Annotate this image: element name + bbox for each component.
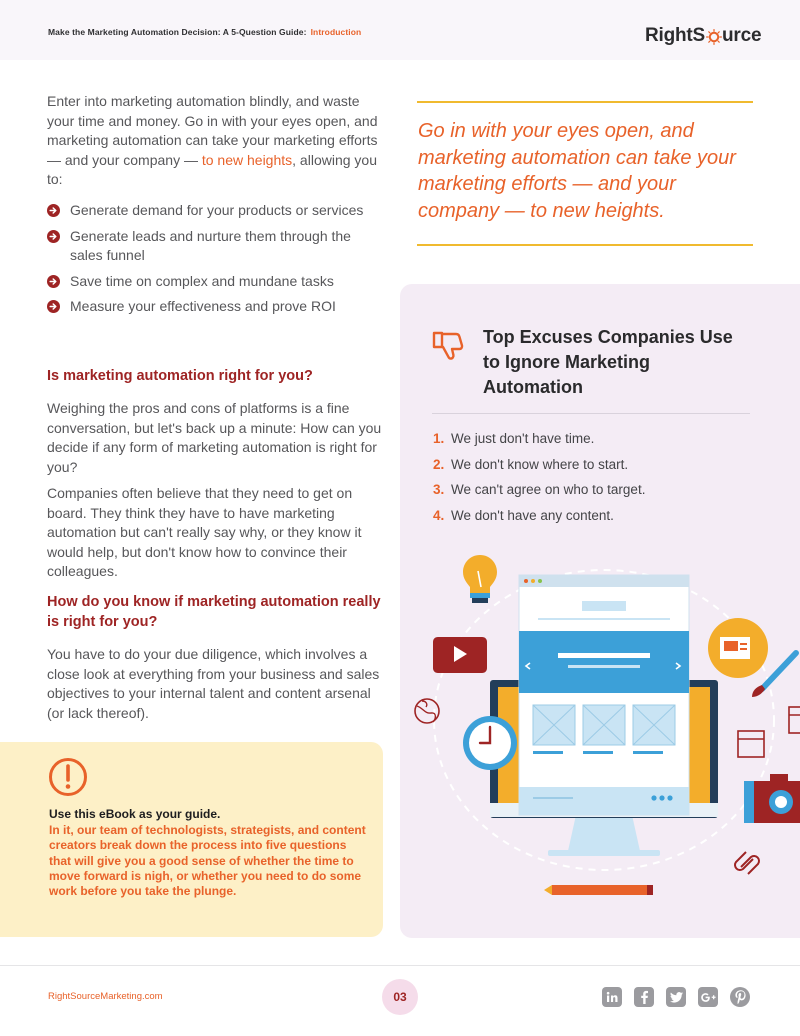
guide-text: In it, our team of technologists, strategists, and content creators break down the process into five questions that will give you a good sense of whether the time to move forward is nigh, or whether you need to do some work before you take the plunge. (49, 823, 366, 899)
list-item-text: We don't know where to start. (451, 456, 629, 472)
excuses-divider (432, 413, 750, 414)
page-number: 03 (382, 979, 418, 1015)
intro-tail: , allowing you to: (47, 151, 377, 188)
excuses-list (433, 426, 645, 528)
list-item-text: Generate leads and nurture them through the sales funnel (70, 227, 351, 264)
list-item (433, 426, 645, 452)
list-number: 2. (433, 456, 445, 472)
list-item-text: We don't have any content. (451, 507, 614, 523)
list-number: 4. (433, 507, 445, 523)
list-item (47, 272, 383, 292)
pull-quote: Go in with your eyes open, and marketing automation can take your marketing efforts — and your company — to new heights. (418, 120, 736, 222)
body-paragraph: You have to do your due diligence, which involves a close look at everything from your business and sales objectives to your internal talent and content arsenal (or lack thereof). (47, 646, 380, 721)
body-paragraph: Companies often believe that they need to get on board. They think they have to have marketing automation but can't really say why, or they know it would help, but don't know how to convince their colleagues. (47, 485, 362, 580)
marketing-illustration (408, 545, 800, 905)
section-heading: Is marketing automation right for you? (47, 368, 313, 384)
list-item-text: Generate demand for your products or services (70, 202, 364, 218)
list-item (433, 503, 645, 529)
logo-text-start: RightS (645, 25, 706, 46)
alert-icon (48, 757, 88, 797)
doc-title (48, 27, 361, 37)
intro-text: Enter into marketing automation blindly, and waste your time and money. Go in with your eyes open, and marketing automation can take your marketing efforts — and your company — (47, 93, 378, 168)
list-item (47, 201, 383, 221)
list-item-text: Measure your effectiveness and prove ROI (70, 298, 336, 315)
website-link[interactable]: RightSourceMarketing.com (48, 991, 163, 1002)
facebook-icon[interactable] (634, 987, 654, 1007)
social-links (602, 987, 750, 1007)
footer-divider (0, 965, 800, 966)
arrow-circle-icon (47, 275, 60, 288)
benefits-list (47, 201, 383, 323)
list-item-text: We just don't have time. (451, 431, 595, 446)
body-paragraph: Weighing the pros and cons of platforms is a fine conversation, but let's back up a minute: How can you decide if any form of marketing automation is right for you? (47, 400, 382, 475)
list-item-text: We can't agree on who to target. (451, 482, 646, 497)
quote-divider (417, 101, 753, 103)
twitter-icon[interactable] (666, 987, 686, 1007)
pinterest-icon[interactable] (730, 987, 750, 1007)
section-heading: How do you know if marketing automation really is right for you? (47, 594, 381, 630)
quote-divider (417, 244, 753, 246)
section-name: Introduction (310, 27, 362, 37)
list-item-text: Save time on complex and mundane tasks (70, 272, 334, 289)
intro-highlight: to new heights (201, 151, 293, 168)
list-number: 3. (433, 482, 445, 497)
rightsource-logo[interactable] (645, 23, 761, 49)
page-header (0, 0, 800, 60)
thumbs-down-icon (432, 330, 466, 360)
list-item (433, 452, 645, 478)
guide-heading: Use this eBook as your guide. (49, 807, 221, 821)
linkedin-icon[interactable] (602, 987, 622, 1007)
list-item (433, 477, 645, 503)
google-plus-icon[interactable] (698, 987, 718, 1007)
arrow-circle-icon (47, 230, 60, 243)
arrow-circle-icon (47, 204, 60, 217)
arrow-circle-icon (47, 300, 60, 313)
list-item (47, 297, 383, 317)
logo-text-end: urce (722, 25, 762, 46)
excuses-title: Top Excuses Companies Use to Ignore Marketing Automation (483, 327, 733, 397)
doc-title-text: Make the Marketing Automation Decision: A 5-Question Guide: (48, 27, 307, 37)
intro-paragraph (47, 92, 383, 190)
list-item (47, 227, 383, 266)
logo-sun-icon (706, 29, 722, 45)
list-number: 1. (433, 431, 445, 446)
